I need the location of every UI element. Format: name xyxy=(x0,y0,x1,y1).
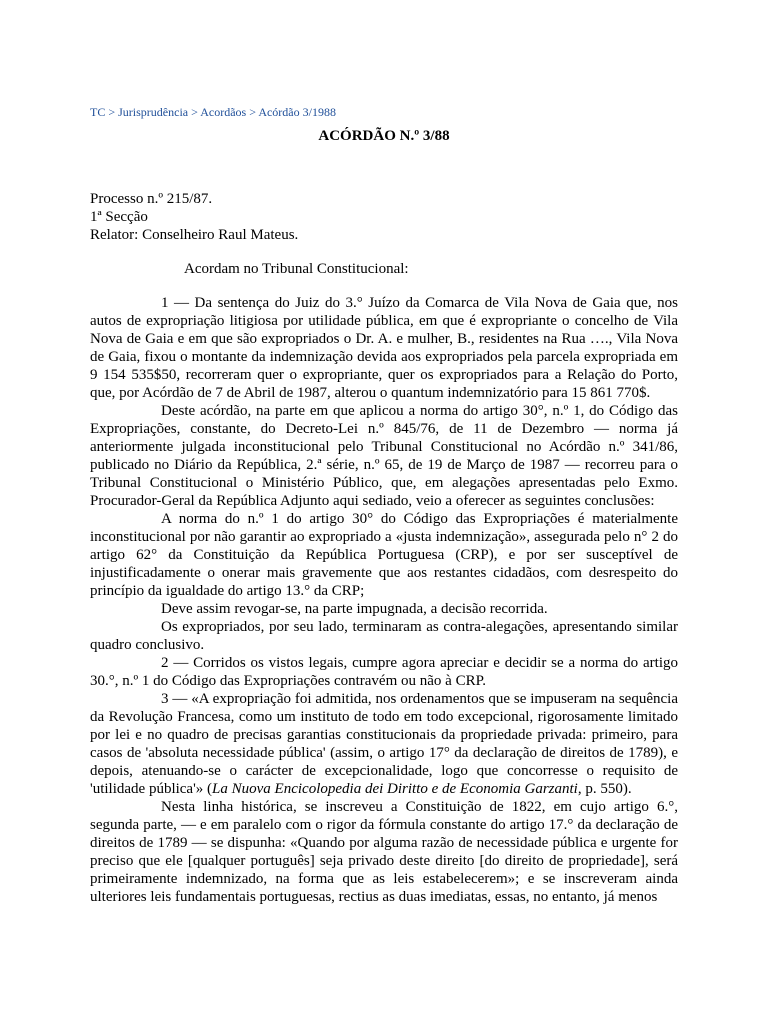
paragraph: A norma do n.º 1 do artigo 30° do Código das Expropriações é materialmente inconstitucional por não garantir ao expropriado a «justa indemnização», assegurada pelo n° 2 do artigo 62° da Constituição da República Portuguesa (CRP), e por ser susceptível de injustificadamente o onerar mais gravemente que aos restantes cidadãos, com desrespeito do princípio da igualdade do artigo 13.° da CRP; xyxy=(90,511,678,599)
breadcrumb-separator: > xyxy=(108,105,119,119)
paragraph: Os expropriados, por seu lado, terminaram as contra-alegações, apresentando similar quadro conclusivo. xyxy=(90,619,678,653)
rapporteur: Relator: Conselheiro Raul Mateus. xyxy=(90,227,299,243)
breadcrumb-link-tc[interactable]: TC xyxy=(90,105,106,119)
citation-page: , p. 550). xyxy=(577,781,632,797)
paragraph: Nesta linha histórica, se inscreveu a Constituição de 1822, em cujo artigo 6.°, segunda parte, — e em paralelo com o rigor da fórmula constante do artigo 17.° da declaração de direitos de 1789 — se dispunha: «Quando por alguma razão de necessidade pública e urgente for preciso que ele [qualquer português] seja privado deste direito [do direito de propriedade], será primeiramente indemnizado, na forma que as leis estabelecerem»; e se inscreveram ainda ulteriores leis fundamentais portuguesas, rectius as duas imediatas, essas, no entanto, já menos xyxy=(90,799,678,905)
breadcrumb xyxy=(90,104,678,120)
paragraph xyxy=(90,690,678,798)
breadcrumb-link-acordaos[interactable]: Acordãos xyxy=(200,105,247,119)
paragraph: Deve assim revogar-se, na parte impugnada, a decisão recorrida. xyxy=(161,601,548,617)
intro-line: Acordam no Tribunal Constitucional: xyxy=(184,261,409,277)
breadcrumb-link-acordao[interactable]: Acórdão 3/1988 xyxy=(258,105,336,119)
paragraph: 2 — Corridos os vistos legais, cumpre agora apreciar e decidir se a norma do artigo 30.°, n.º 1 do Código das Expropriações contravém ou não à CRP. xyxy=(90,655,678,689)
breadcrumb-separator: > xyxy=(191,105,201,119)
breadcrumb-link-jurisprudencia[interactable]: Jurisprudência xyxy=(118,105,189,119)
document-page xyxy=(90,104,678,906)
paragraph: Deste acórdão, na parte em que aplicou a norma do artigo 30°, n.º 1, do Código das Expropriações, constante, do Decreto-Lei n.º 845/76, de 11 de Dezembro — norma já anteriormente julgada inconstitucional pelo Tribunal Constitucional no Acórdão n.º 341/86, publicado no Diário da República, 2.ª série, n.º 65, de 19 de Março de 1987 — recorreu para o Tribunal Constitucional o Ministério Público, que, em alegações apresentadas pelo Exmo. Procurador-Geral da República Adjunto aqui sediado, veio a oferecer as seguintes conclusões: xyxy=(90,403,678,509)
paragraph-text: 3 — «A expropriação foi admitida, nos ordenamentos que se impuseram na sequência da Revolução Francesa, como um instituto de todo em todo excepcional, rigorosamente limitado por lei e no quadro de precisas garantias constitucionais da propriedade privada: primeiro, para casos de 'absoluta necessidade pública' (assim, o artigo 17° da declaração de direitos de 1789), e depois, atenuando-se o carácter de excepcionalidade, logo que concorresse o requisito de 'utilidade pública'» ( xyxy=(90,691,678,797)
citation-title: La Nuova Encicolopedia dei Diritto e de Economia Garzanti xyxy=(212,781,578,797)
case-metadata xyxy=(90,190,678,244)
section: 1ª Secção xyxy=(90,209,148,225)
breadcrumb-separator: > xyxy=(249,105,259,119)
ruling-body xyxy=(90,294,678,906)
document-title: ACÓRDÃO N.º 3/88 xyxy=(318,128,450,144)
process-number: Processo n.º 215/87. xyxy=(90,191,213,207)
paragraph: 1 — Da sentença do Juiz do 3.° Juízo da Comarca de Vila Nova de Gaia que, nos autos de expropriação litigiosa por utilidade pública, em que é expropriante o concelho de Vila Nova de Gaia e em que são expropriados o Dr. A. e mulher, B., residentes na Rua …., Vila Nova de Gaia, fixou o montante da indemnização devida aos expropriados pela parcela expropriada em 9 154 535$50, recorreram quer o expropriante, quer os expropriados para a Relação do Porto, que, por Acórdão de 7 de Abril de 1987, alterou o quantum indemnizatório para 15 861 770$. xyxy=(90,295,678,401)
